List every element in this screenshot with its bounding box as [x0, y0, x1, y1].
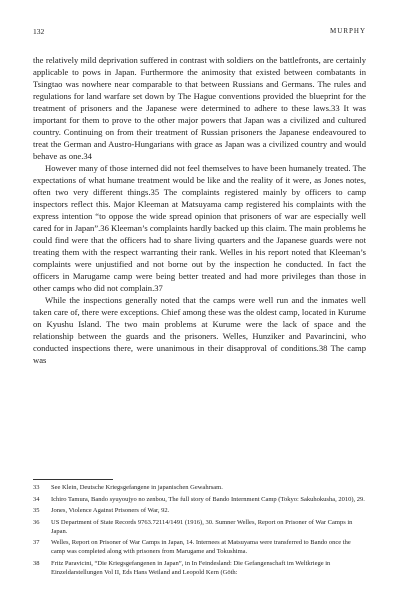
footnote-text: US Department of State Records 9763.72114/1491 (1916), 30. Sumner Welles, Report on Prisoner of War Camps in Japan. — [51, 518, 353, 535]
footnote-number: 36 — [33, 518, 40, 526]
paragraph: While the inspections generally noted that the camps were well run and the inmates well taken care of, there were exceptions. Chief among these was the oldest camp, located in Kurume on Kyushu Island. The two main problems at Kurume were the lack of space and the relationship between the guards and the prisoners. Welles, Hunziker and Pavarincini, who conducted inspections there, were unanimous in their disapproval of conditions.38 The camp was — [33, 295, 366, 365]
footnote-number: 34 — [33, 495, 40, 503]
body-text — [33, 54, 366, 366]
footnote-number: 38 — [33, 559, 40, 567]
footnote-number: 35 — [33, 507, 40, 514]
footnote-text: Welles, Report on Prisoner of War Camps in Japan, 14. Internees at Matsuyama were transferred to Bando once the camp was completed along with prisoners from Marugame and Tokushima. — [51, 539, 351, 555]
footnote — [33, 518, 366, 536]
footnote-number: 33 — [33, 484, 40, 491]
running-head: MURPHY — [330, 27, 366, 35]
footnote — [33, 506, 366, 515]
page-header — [33, 27, 366, 39]
footnote-text: Jones, Violence Against Prisoners of War, 92. — [51, 507, 170, 514]
footnote-text: Ichiro Tamura, Bando syuyoujyo no zenbou, The full story of Bando Internment Camp (Tokyo: Sakuhokusha, 2010), 29. — [51, 495, 365, 503]
footnote — [33, 538, 366, 556]
footnote-divider — [33, 479, 113, 480]
paragraph: However many of those interned did not feel themselves to have been humanely treated. The expectations of what humane treatment would be like and the reality of it were, as Jones notes, often two very different things.35 The complaints registered mainly by officers to camp inspectors reflect this. Major Kleeman at Matsuyama camp registered his complaints with the express intention “to oppose the wide spread opinion that prisoners of war are especially well cared for in Japan”.36 Kleeman’s complaints hardly backed up this claim. The main problems he could find were that the officers had to share living quarters and the Japanese guards were not treating them with the respect warranting their rank. Welles in his report noted that Kleeman’s complaints were unjustified and not borne out by the inspection he conducted. In fact the officers in Marugame camp were being better treated and had more privileges than those in other camps who did not complain.37 — [33, 163, 366, 293]
footnote — [33, 483, 366, 492]
footnote — [33, 559, 366, 577]
footnote-number: 37 — [33, 539, 40, 546]
paragraph: the relatively mild deprivation suffered in contrast with soldiers on the battlefronts, are certainly applicable to pows in Japan. Furthermore the animosity that existed between combatants in Tsingtao was nowhere near comparable to that between Russians and Germans. The rules and regulations for land warfare set down by The Hague conventions provided the blueprint for the treatment of prisoners and the Japanese were determined to adhere to these laws.33 It was important for them to prove to the other major powers that Japan was a civilized and cultured country. Continuing on from their treatment of Russian prisoners the Japanese endeavoured to treat the German and Austro-Hungarians with grace as Japan was a civilized country and would behave as one.34 — [33, 55, 366, 161]
footnote-text: See Klein, Deutsche Kriegsgefangene in japanischen Gewahrsam. — [51, 484, 223, 491]
footnote — [33, 495, 366, 504]
page-number: 132 — [33, 27, 45, 36]
footnotes — [33, 483, 366, 579]
footnote-text: Fritz Paravicini, “Die Kriegsgefangenen in Japan”, in In Feindesland: Die Gefangenschaft im Weltkriege in Einzeldarstellungen Vol II, Eds Hans Weiland and Leopold Kern (Göth: — [51, 559, 331, 576]
